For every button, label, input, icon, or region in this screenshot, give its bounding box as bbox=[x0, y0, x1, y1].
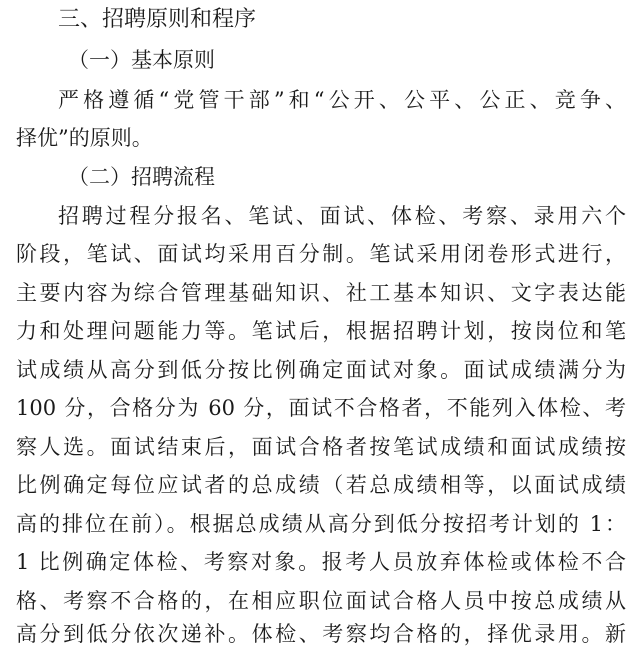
paragraph-line: 100 分，合格分为 60 分，面试不合格者，不能列入体检、考 bbox=[16, 396, 626, 420]
paragraph-line: 择优”的原则。 bbox=[16, 126, 153, 150]
paragraph-line: 格、考察不合格的，在相应职位面试合格人员中按总成绩从 bbox=[16, 589, 626, 613]
paragraph-line: 高的排位在前）。根据总成绩从高分到低分按招考计划的 1： bbox=[16, 512, 626, 536]
paragraph-line: 力和处理问题能力等。笔试后，根据招聘计划，按岗位和笔 bbox=[16, 319, 626, 343]
paragraph-line: 察人选。面试结束后，面试合格者按笔试成绩和面试成绩按 bbox=[16, 435, 626, 459]
subsection-heading-principles: （一）基本原则 bbox=[68, 48, 215, 72]
paragraph-line: 1 比例确定体检、考察对象。报考人员放弃体检或体检不合 bbox=[16, 550, 626, 574]
paragraph-line: 比例确定每位应试者的总成绩（若总成绩相等，以面试成绩 bbox=[16, 473, 626, 497]
section-heading: 三、招聘原则和程序 bbox=[58, 7, 257, 32]
paragraph-line: 试成绩从高分到低分按比例确定面试对象。面试成绩满分为 bbox=[16, 358, 626, 382]
paragraph-line: 主要内容为综合管理基础知识、社工基本知识、文字表达能 bbox=[16, 281, 626, 305]
paragraph-line: 高分到低分依次递补。体检、考察均合格的，择优录用。新 bbox=[16, 622, 626, 646]
subsection-heading-process: （二）招聘流程 bbox=[68, 165, 215, 189]
paragraph-line: 阶段，笔试、面试均采用百分制。笔试采用闭卷形式进行， bbox=[16, 242, 626, 266]
paragraph-line: 招聘过程分报名、笔试、面试、体检、考察、录用六个 bbox=[58, 204, 626, 228]
paragraph-line: 严格遵循“党管干部”和“公开、公平、公正、竞争、 bbox=[58, 88, 626, 112]
